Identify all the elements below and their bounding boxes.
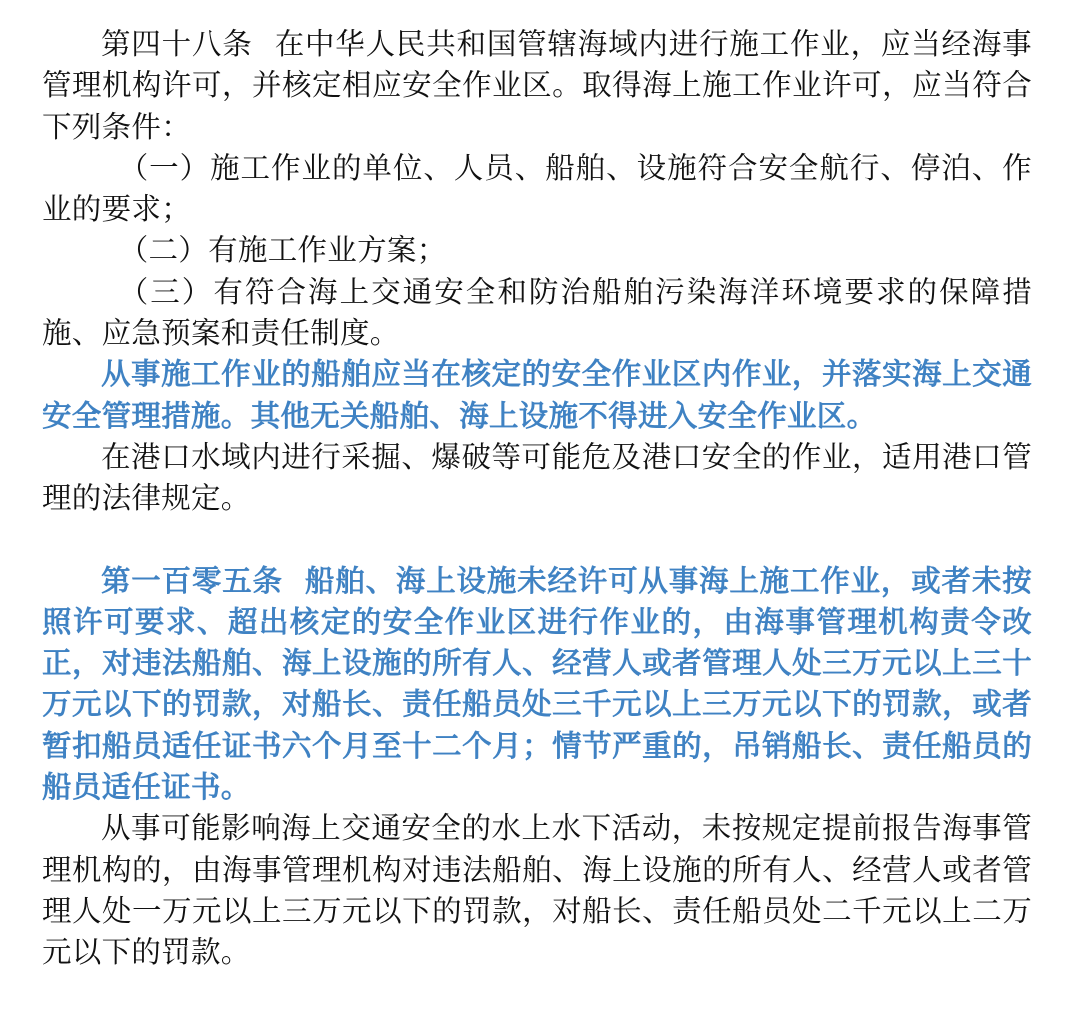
article-48-condition-3: （三）有符合海上交通安全和防治船舶污染海洋环境要求的保障措施、应急预案和责任制度。 <box>42 274 1032 351</box>
article-48-number: 第四十八条 <box>101 27 253 61</box>
article-48-condition-2: （二）有施工作业方案； <box>118 233 447 268</box>
article-48-intro-paragraph <box>42 24 1032 148</box>
article-48-highlight-paragraph: 从事施工作业的船舶应当在核定的安全作业区内作业，并落实海上交通安全管理措施。其他无关船舶、海上设施不得进入安全作业区。 <box>42 357 1032 433</box>
article-48-closing-paragraph: 在港口水域内进行采掘、爆破等可能危及港口安全的作业，适用港口管理的法律规定。 <box>42 439 1032 516</box>
article-48-intro-text: 在中华人民共和国管辖海域内进行施工作业，应当经海事管理机构许可，并核定相应安全作业区。取得海上施工作业许可，应当符合下列条件： <box>42 27 1032 144</box>
article-105-highlight-text: 船舶、海上设施未经许可从事海上施工作业，或者未按照许可要求、超出核定的安全作业区进行作业的，由海事管理机构责令改正，对违法船舶、海上设施的所有人、经营人或者管理人处三万元以上三十万元以下的罚款，对船长、责任船员处三千元以上三万元以下的罚款，或者暂扣船员适任证书六个月至十二个月；情节严重的，吊销船长、责任船员的船员适任证书。 <box>42 563 1032 805</box>
article-105-number: 第一百零五条 <box>101 563 283 598</box>
article-105-highlight-paragraph <box>42 561 1032 809</box>
article-48-condition-1: （一）施工作业的单位、人员、船舶、设施符合安全航行、停泊、作业的要求； <box>42 150 1032 227</box>
section-divider-space <box>42 520 1032 561</box>
law-document <box>42 24 1032 974</box>
article-105-closing-paragraph: 从事可能影响海上交通安全的水上水下活动，未按规定提前报告海事管理机构的，由海事管理机构对违法船舶、海上设施的所有人、经营人或者管理人处一万元以上三万元以下的罚款，对船长、责任船员处二千元以上二万元以下的罚款。 <box>42 811 1032 970</box>
